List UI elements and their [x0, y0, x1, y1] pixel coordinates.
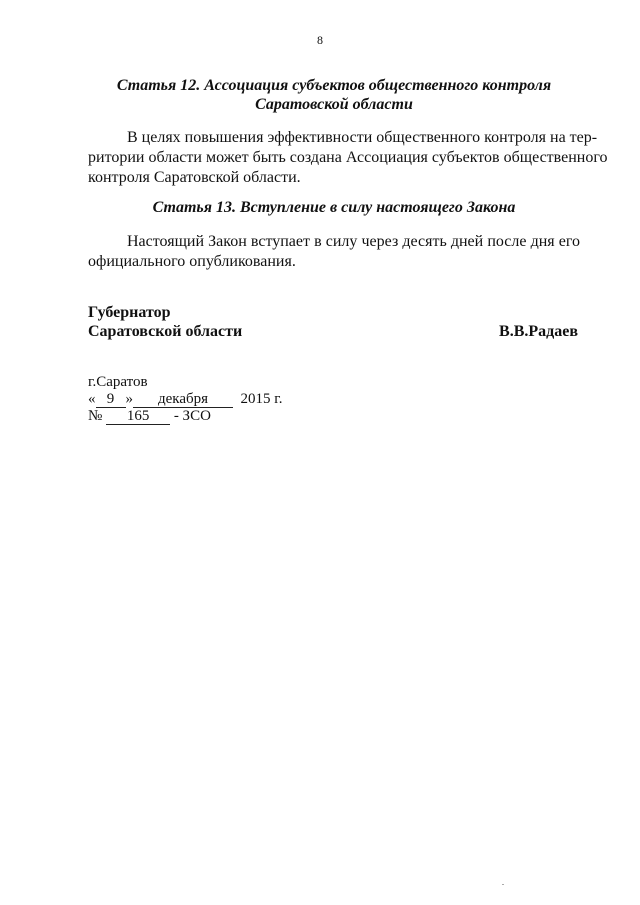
signatory-title — [88, 303, 242, 341]
article-12-paragraph — [88, 128, 608, 188]
article-13-heading — [88, 198, 580, 217]
number-suffix: - ЗСО — [173, 408, 211, 424]
signature-block — [88, 303, 580, 343]
scan-speck — [502, 884, 504, 885]
law-number: 165 — [106, 409, 170, 425]
enactment-details — [88, 374, 282, 425]
article-13-paragraph — [88, 232, 580, 272]
signatory-title-line2: Саратовской области — [88, 323, 243, 340]
number-line — [88, 408, 282, 425]
close-quote: » — [125, 391, 133, 407]
date-year: 2015 г. — [240, 391, 283, 407]
page-number: 8 — [317, 33, 323, 47]
date-month: декабря — [133, 392, 233, 408]
paragraph-line: официального опубликования. — [88, 253, 296, 270]
paragraph-line: В целях повышения эффективности общественного контроля на тер- — [127, 129, 598, 146]
article-13-heading-text: Статья 13. Вступление в силу настоящего Закона — [152, 199, 516, 216]
article-12-heading-line2: Саратовской области — [255, 96, 413, 113]
signatory-name: В.В.Радаев — [499, 323, 578, 340]
open-quote: « — [88, 391, 96, 407]
paragraph-line: Настоящий Закон вступает в силу через десять дней после дня его — [127, 233, 580, 250]
number-sign: № — [88, 408, 103, 424]
signatory-title-line1: Губернатор — [88, 304, 171, 321]
article-12-heading — [88, 76, 580, 114]
date-line — [88, 391, 282, 408]
paragraph-line: контроля Саратовской области. — [88, 169, 301, 186]
date-day: 9 — [96, 392, 126, 408]
article-12-heading-line1: Статья 12. Ассоциация субъектов общественного контроля — [116, 77, 552, 94]
city-line: г.Саратов — [88, 374, 148, 390]
paragraph-line: ритории области может быть создана Ассоциация субъектов общественного — [88, 149, 608, 166]
